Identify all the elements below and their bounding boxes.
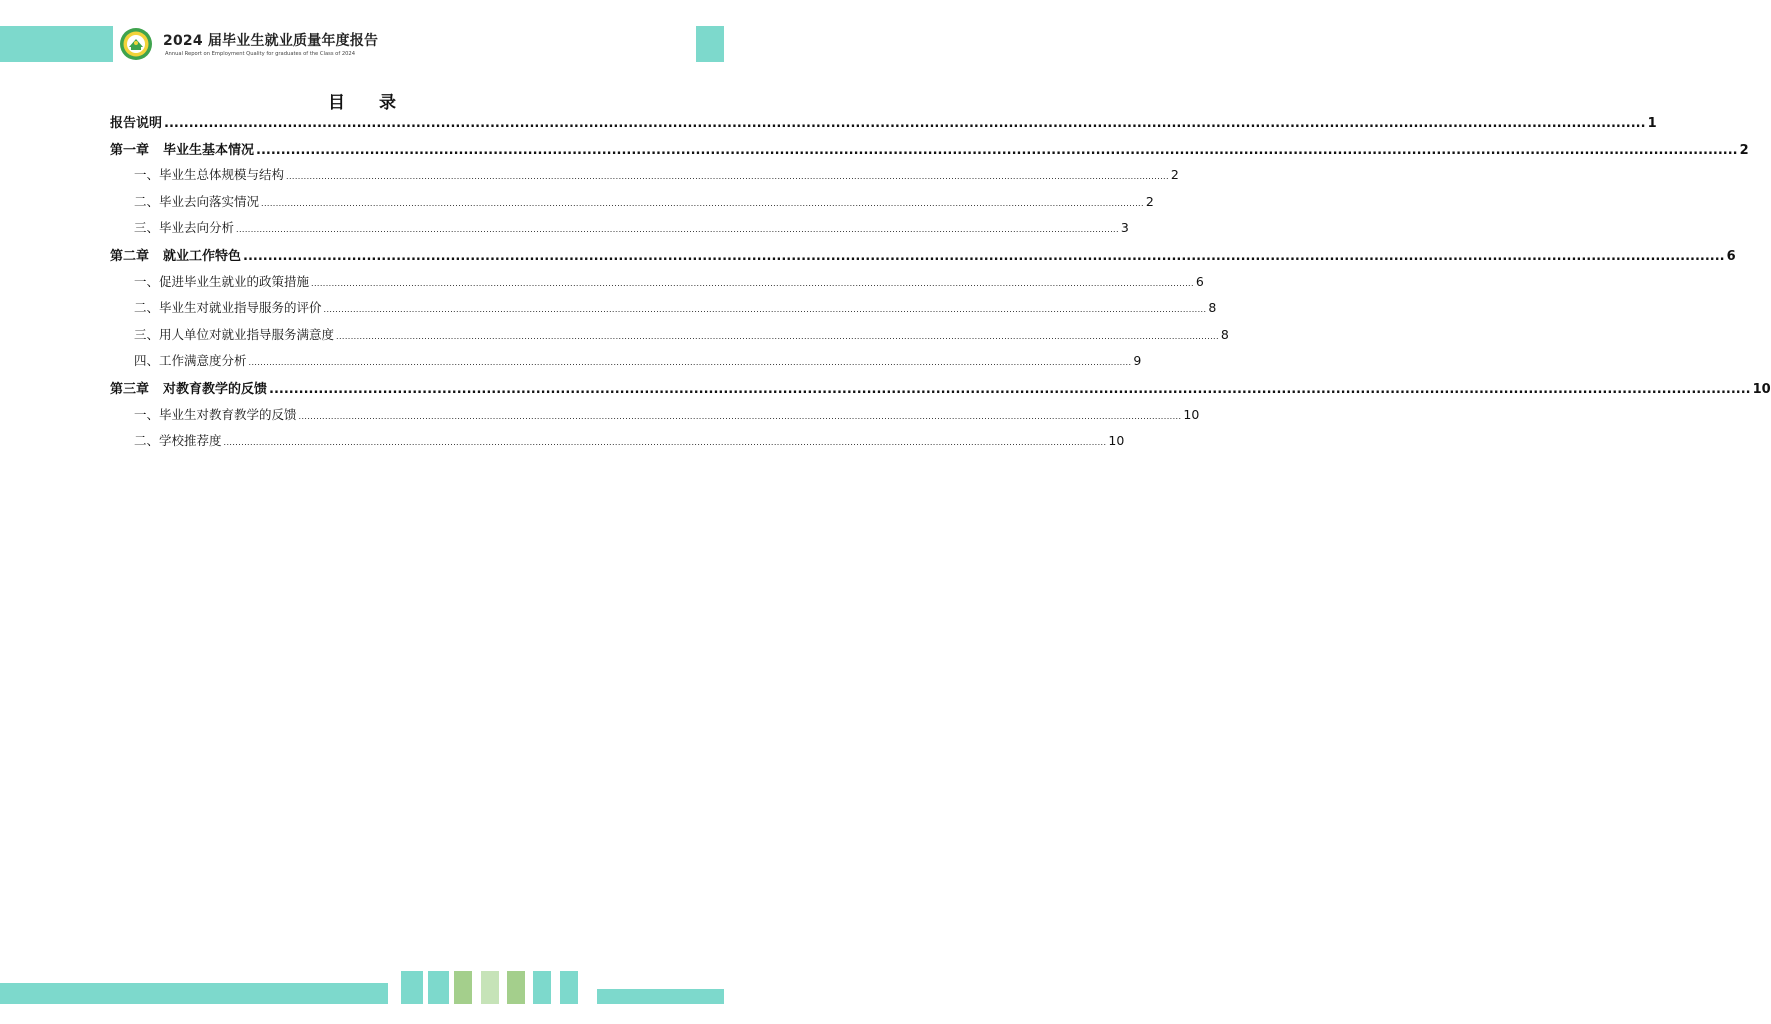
toc-entry-label: 二、毕业生对就业指导服务的评价 <box>134 300 322 316</box>
table-of-contents <box>110 112 1771 458</box>
toc-page-number: 10 <box>1752 381 1771 397</box>
toc-leader-dots: ............................................................................................................................................................................................................................................................................................................ <box>336 331 1219 341</box>
toc-page-number: 9 <box>1133 353 1142 369</box>
toc-page-number: 6 <box>1195 273 1204 289</box>
toc-section-entry[interactable] <box>110 351 1142 378</box>
toc-section-entry[interactable] <box>110 431 1125 458</box>
toc-chapter-entry[interactable] <box>110 245 1736 272</box>
toc-entry-label: 二、学校推荐度 <box>134 433 222 449</box>
header-accent-bar-left <box>0 26 113 62</box>
toc-page-number: 10 <box>1108 433 1125 449</box>
toc-chapter-entry[interactable] <box>110 139 1749 166</box>
toc-section-entry[interactable] <box>110 325 1229 352</box>
toc-page-number: 8 <box>1208 300 1217 316</box>
toc-leader-dots: ............................................................................................................................................................................................................................................................................................................ <box>256 142 1738 158</box>
footer-block-6 <box>533 971 551 1004</box>
toc-page-number: 10 <box>1183 406 1200 422</box>
footer-block-5 <box>507 971 525 1004</box>
toc-section-entry[interactable] <box>110 192 1154 219</box>
toc-leader-dots: ............................................................................................................................................................................................................................................................................................................ <box>248 358 1132 368</box>
toc-chapter-entry[interactable] <box>110 112 1657 139</box>
toc-entry-label: 二、毕业去向落实情况 <box>134 193 260 209</box>
toc-chapter-number: 第三章 <box>110 381 150 397</box>
toc-leader-dots: ............................................................................................................................................................................................................................................................................................................ <box>311 278 1194 288</box>
toc-page-number: 6 <box>1726 248 1736 264</box>
toc-page-number: 2 <box>1145 193 1154 209</box>
toc-page-number: 2 <box>1170 167 1179 183</box>
toc-leader-dots: ............................................................................................................................................................................................................................................................................................................ <box>269 381 1751 397</box>
toc-chapter-number: 第一章 <box>110 142 150 158</box>
toc-entry-label: 一、毕业生总体规模与结构 <box>134 167 285 183</box>
toc-chapter-entry[interactable] <box>110 378 1771 405</box>
toc-leader-dots: ............................................................................................................................................................................................................................................................................................................ <box>286 172 1169 182</box>
toc-leader-dots: ............................................................................................................................................................................................................................................................................................................ <box>298 411 1182 421</box>
toc-page-number: 2 <box>1739 142 1749 158</box>
toc-leader-dots: ............................................................................................................................................................................................................................................................................................................ <box>323 305 1207 315</box>
report-title: 2024 届毕业生就业质量年度报告 <box>163 33 379 49</box>
toc-page-number: 1 <box>1647 116 1657 131</box>
toc-section-entry[interactable] <box>110 218 1129 245</box>
toc-entry-label: 毕业生基本情况 <box>163 142 255 158</box>
toc-section-entry[interactable] <box>110 165 1179 192</box>
report-subtitle: Annual Report on Employment Quality for graduates of the Class of 2024 <box>165 51 356 57</box>
footer-block-3 <box>454 971 472 1004</box>
toc-section-entry[interactable] <box>110 405 1200 432</box>
footer-block-4 <box>481 971 499 1004</box>
footer-bar-left <box>0 983 388 1004</box>
toc-entry-label: 就业工作特色 <box>163 248 242 264</box>
toc-entry-label: 一、毕业生对教育教学的反馈 <box>134 406 297 422</box>
toc-entry-label: 对教育教学的反馈 <box>163 381 268 397</box>
toc-leader-dots: ............................................................................................................................................................................................................................................................................................................ <box>243 248 1725 264</box>
footer-block-1 <box>401 971 423 1004</box>
toc-heading: 目 录 <box>328 93 410 113</box>
toc-entry-label: 四、工作满意度分析 <box>134 353 247 369</box>
toc-entry-label: 三、用人单位对就业指导服务满意度 <box>134 326 335 342</box>
toc-leader-dots: ............................................................................................................................................................................................................................................................................................................ <box>236 225 1119 235</box>
toc-leader-dots: ............................................................................................................................................................................................................................................................................................................ <box>164 116 1646 131</box>
header-accent-bar-right <box>696 26 724 62</box>
footer-block-7 <box>560 971 578 1004</box>
footer-bar-right <box>597 989 724 1004</box>
toc-section-entry[interactable] <box>110 272 1204 299</box>
toc-page-number: 3 <box>1120 220 1129 236</box>
toc-entry-label: 一、促进毕业生就业的政策措施 <box>134 273 310 289</box>
toc-leader-dots: ............................................................................................................................................................................................................................................................................................................ <box>261 198 1144 208</box>
toc-entry-label: 报告说明 <box>110 116 163 131</box>
toc-page-number: 8 <box>1220 326 1229 342</box>
school-emblem-icon <box>119 27 153 61</box>
toc-section-entry[interactable] <box>110 298 1217 325</box>
toc-entry-label: 三、毕业去向分析 <box>134 220 235 236</box>
footer-block-2 <box>428 971 449 1004</box>
toc-chapter-number: 第二章 <box>110 248 150 264</box>
toc-leader-dots: ............................................................................................................................................................................................................................................................................................................ <box>223 438 1107 448</box>
